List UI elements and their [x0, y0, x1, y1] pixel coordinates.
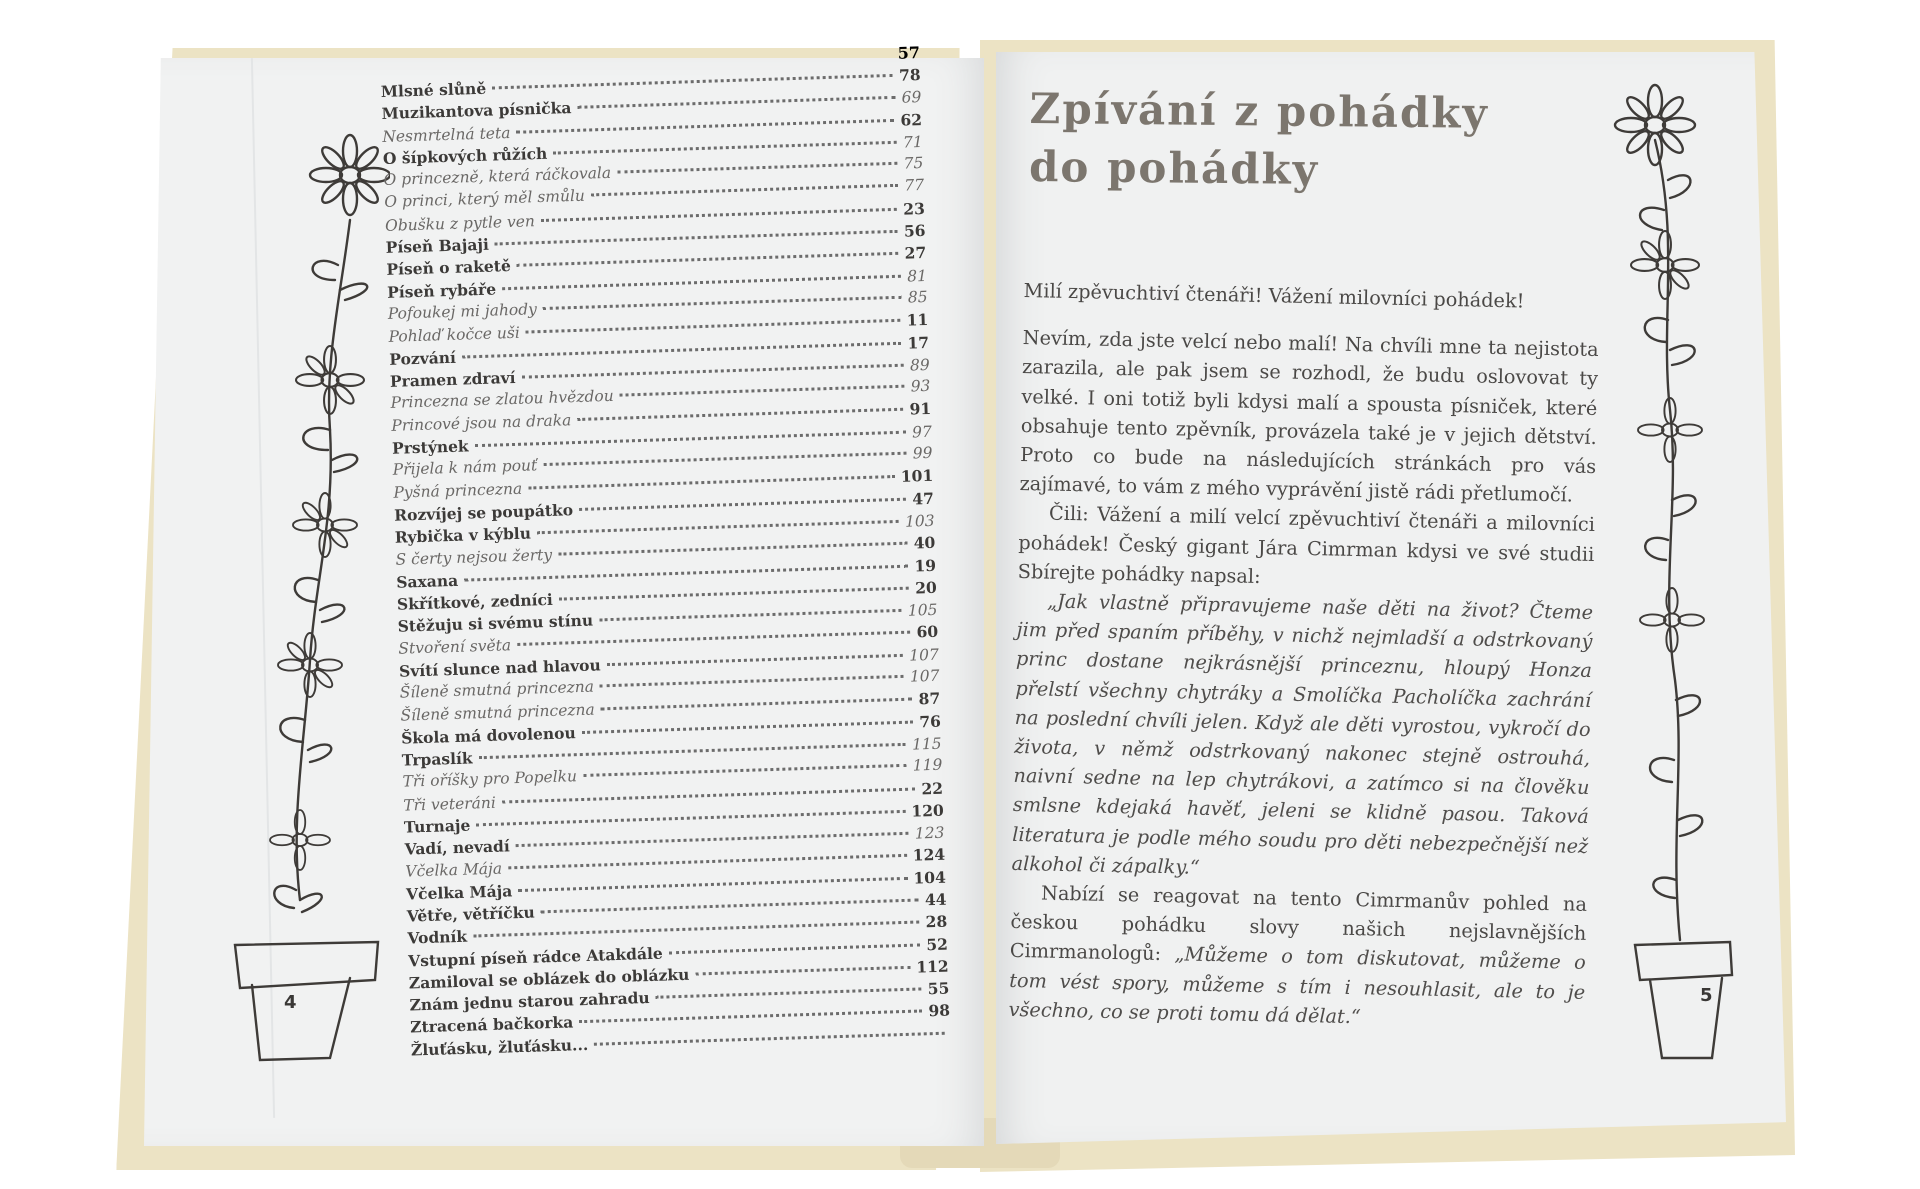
- toc-entry-title: Píseň o raketě: [386, 256, 512, 280]
- toc-leader-dots: [526, 319, 901, 334]
- toc-entry-title: Včelka Mája: [405, 859, 503, 881]
- toc-leader-dots: [583, 764, 907, 777]
- toc-leader-dots: [495, 230, 898, 246]
- cimrman-quote-text: „Jak vlastně připravujeme naše děti na život? Čteme jim před spaním příběhy, v nichž nejmladší a odstrkovaný princ dostane nejkrásnější princeznu, hloupý Honza přelstí všechny chytráky a Smolíčka Pacholíčka zachrání na poslední chvíli jelen. Když ale děti vyrostou, vykročí do života, v němž odstrkovaný nakonec stejně ostrouhá, naivní sedne na lep chytrákovi, a zatímco si na člověku smlsne kdejaká havěť, jeleni se klidně pasou. Taková literatura je podle mého soudu pro děti nebezpečnější než alkohol či zápalky.“: [1011, 589, 1594, 879]
- toc-leader-dots: [543, 452, 907, 466]
- toc-leader-dots: [695, 966, 910, 976]
- toc-entry-title: Pozvání: [388, 347, 457, 369]
- toc-entry-page: 17: [907, 332, 930, 353]
- chapter-title-line-2: do pohádky: [1028, 141, 1320, 195]
- toc-entry-title: Saxana: [395, 570, 459, 592]
- toc-entry-title: Skřítkové, zedníci: [396, 589, 554, 614]
- toc-entry-page: 23: [902, 198, 926, 219]
- toc-entry-title: Pramen zdraví: [389, 367, 516, 391]
- toc-entry-title: Mlsné slůně: [380, 78, 487, 101]
- paragraph-3: [1008, 878, 1587, 1036]
- toc-entry-title: Obušku z pytle ven: [384, 211, 536, 235]
- toc-leader-dots: [528, 475, 895, 490]
- toc-leader-dots: [516, 118, 894, 133]
- toc-entry-page: 105: [907, 600, 938, 620]
- toc-entry-title: Muzikantova písnička: [381, 98, 572, 124]
- toc-entry-page: 27: [904, 243, 927, 263]
- toc-leader-dots: [599, 609, 902, 622]
- toc-leader-dots: [553, 141, 897, 155]
- toc-entry-page: 124: [912, 845, 946, 866]
- toc-leader-dots: [601, 698, 913, 711]
- toc-entry-title: Znám jednu starou zahradu: [409, 988, 650, 1015]
- toc-entry-page: 112: [915, 956, 949, 977]
- paragraph-2: Čili: Vážení a milí velcí zpěvuchtiví čtenáři a milovníci pohádek! Český gigant Jára Cimrman kdysi ve své studii Sbírejte pohádky napsal:: [1017, 502, 1596, 588]
- toc-leader-dots: [516, 832, 909, 847]
- chapter-title: [1029, 80, 1590, 202]
- toc-entry-title: Větře, větříčku: [406, 902, 535, 926]
- toc-entry-title: Škola má dovolenou: [400, 722, 576, 748]
- toc-leader-dots: [591, 184, 899, 197]
- toc-leader-dots: [594, 1032, 945, 1046]
- toc-entry-title: Pofoukej mi jahody: [387, 300, 538, 323]
- toc-entry-title: Vstupní píseň rádce Atakdále: [407, 943, 663, 971]
- toc-leader-dots: [559, 586, 909, 600]
- toc-entry-page: 19: [914, 555, 937, 575]
- toc-entry-title: Trpaslík: [401, 748, 473, 770]
- toc-leader-dots: [518, 877, 907, 892]
- toc-entry-page: 75: [903, 154, 924, 173]
- toc-entry-page: 44: [924, 889, 947, 910]
- toc-entry-page: 101: [900, 466, 934, 487]
- toc-entry-title: Šíleně smutná princezna: [400, 700, 596, 725]
- toc-entry-title: Svítí slunce nad hlavou: [398, 655, 602, 681]
- toc-leader-dots: [476, 810, 905, 826]
- toc-entry-page: 40: [913, 533, 936, 553]
- toc-entry-page: 91: [909, 399, 932, 419]
- toc-entry-title: O princezně, která ráčkovala: [383, 163, 612, 190]
- toc-leader-dots: [656, 988, 922, 999]
- toc-entry-title: Rozvíjej se poupátko: [393, 499, 574, 525]
- toc-entry-title: Prstýnek: [391, 436, 469, 458]
- toc-leader-dots: [502, 274, 901, 290]
- toc-leader-dots: [617, 162, 898, 174]
- toc-entry-page: 52: [926, 934, 949, 954]
- toc-entry-page: 115: [911, 734, 942, 754]
- flower-vine-right-illustration: [1600, 80, 1750, 1060]
- toc-leader-dots: [577, 408, 903, 421]
- toc-leader-dots: [478, 743, 906, 759]
- toc-entry-page: 11: [906, 310, 929, 330]
- toc-entry-title: Nesmrtelná teta: [381, 123, 511, 146]
- toc-leader-dots: [577, 96, 895, 109]
- toc-entry-page: 62: [900, 109, 923, 130]
- toc-entry-page: 77: [904, 176, 925, 196]
- toc-entry-title: Princezna se zlatou hvězdou: [390, 386, 614, 412]
- toc-leader-dots: [517, 631, 911, 646]
- toc-entry-page: 56: [903, 221, 926, 241]
- cimrmanologist-quote: „Můžeme o tom diskutovat, můžeme o tom vést spory, můžeme s tím i nesouhlasit, ale to je všechno, co se proti tomu dá dělat.“: [1008, 942, 1586, 1029]
- toc-entry-title: Zamiloval se oblázek do oblázku: [408, 964, 690, 993]
- toc-entry-title: O princi, který měl smůlu: [384, 187, 586, 212]
- chapter-body: [1008, 276, 1600, 1036]
- toc-entry-page: 78: [898, 65, 921, 85]
- toc-leader-dots: [620, 385, 905, 397]
- paragraph-1: Nevím, zda jste velcí nebo malí! Na chvíli mne ta nejistota zarazila, ale pak jsem se rozhodl, že budu oslovovat ty velké. I oni totiž byli kdysi malí a spousta písniček, které obsahuje tento zpěvník, provázela také je v jejich dětství. Proto co bude na následujících stránkách pro vás zajímavé, to vám z mého vyprávění jistě rádi přetlumočí.: [1019, 326, 1599, 507]
- flower-vine-left-illustration: [230, 100, 390, 1080]
- toc-entry-title: Šíleně smutná princezna: [399, 677, 595, 702]
- toc-leader-dots: [558, 542, 908, 556]
- toc-overflow-page-number: 57: [897, 43, 921, 63]
- toc-leader-dots: [669, 943, 921, 954]
- toc-leader-dots: [543, 296, 902, 310]
- toc-entry-title: Žluťásku, žluťásku...: [410, 1034, 589, 1060]
- toc-leader-dots: [582, 720, 914, 733]
- toc-entry-title: Pyšná princezna: [393, 480, 523, 503]
- greeting: Milí zpěvuchtiví čtenáři! Vážení milovníci pohádek!: [1023, 278, 1525, 313]
- toc-entry-title: Včelka Mája: [405, 880, 513, 904]
- toc-entry-page: 20: [914, 577, 938, 598]
- toc-entry-title: Přijela k nám pouť: [392, 456, 538, 479]
- toc-leader-dots: [537, 520, 899, 534]
- toc-leader-dots: [541, 898, 919, 913]
- toc-entry-title: Píseň Bajaji: [385, 234, 490, 257]
- toc-entry-page: 22: [921, 778, 944, 798]
- toc-entry-page: 107: [908, 645, 940, 665]
- paragraph-3-lead: Nabízí se reagovat na tento Cimrmanův pohled na českou pohádku slovy našich nejslavnějších Cimrmanologů:: [1009, 881, 1588, 966]
- toc-entry-title: Rybička v kýblu: [394, 523, 532, 547]
- toc-entry-page: 69: [901, 88, 922, 107]
- toc-leader-dots: [521, 364, 904, 379]
- toc-entry-page: 98: [928, 1001, 951, 1021]
- toc-entry-title: Píseň rybáře: [386, 279, 497, 302]
- toc-entry-title: Ztracená bačkorka: [409, 1012, 574, 1037]
- toc-entry-title: Princové jsou na draka: [391, 411, 572, 436]
- toc-entry-page: 55: [927, 978, 950, 999]
- toc-entry-title: Vodník: [407, 926, 468, 948]
- cimrman-quote: [1011, 586, 1593, 890]
- toc-entry-page: 89: [909, 355, 931, 375]
- toc-leader-dots: [517, 252, 899, 267]
- toc-entry-title: Tři veteráni: [403, 793, 497, 815]
- toc-entry-page: 120: [911, 800, 945, 821]
- toc-entry-page: 85: [907, 287, 928, 307]
- toc-entry-page: 87: [918, 689, 941, 709]
- toc-entry-page: 81: [906, 266, 928, 286]
- toc-entry-page: 47: [912, 488, 935, 509]
- toc-entry-page: 104: [913, 867, 947, 888]
- toc-entry-page: 97: [911, 422, 933, 442]
- toc-entry-page: 103: [904, 511, 935, 531]
- toc-entry-title: Stvoření světa: [398, 636, 512, 659]
- toc-entry-title: Stěžuju si svému stínu: [397, 610, 594, 636]
- toc-entry-title: O šípkových růžích: [382, 143, 548, 168]
- toc-leader-dots: [579, 1010, 922, 1024]
- toc-leader-dots: [508, 854, 907, 870]
- toc-leader-dots: [600, 675, 904, 688]
- chapter-title-line-1: Zpívání z pohádky: [1029, 83, 1490, 138]
- toc-entry-page: 60: [916, 622, 939, 642]
- toc-entry-page: 71: [902, 132, 923, 152]
- toc-entry-title: Pohlaď kočce uši: [388, 324, 521, 347]
- page-number-right: 5: [1700, 985, 1713, 1006]
- toc-leader-dots: [541, 208, 897, 222]
- toc-leader-dots: [607, 654, 904, 666]
- toc-leader-dots: [492, 74, 893, 90]
- toc-entry-page: 119: [912, 755, 943, 775]
- toc-leader-dots: [579, 497, 906, 510]
- toc-entry-title: Tři oříšky pro Popelku: [402, 767, 578, 791]
- toc-entry-title: Vadí, nevadí: [404, 836, 511, 859]
- toc-entry-page: 99: [912, 443, 933, 463]
- toc-entry-page: 93: [910, 377, 931, 396]
- toc-entry-title: S čerty nejsou žerty: [395, 546, 553, 569]
- toc-entry-page: 107: [909, 666, 940, 686]
- toc-entry-page: 76: [919, 711, 942, 731]
- toc-leader-dots: [502, 787, 916, 803]
- page-number-left: 4: [284, 992, 297, 1013]
- toc-entry-page: 123: [914, 823, 945, 843]
- toc-entry-title: Turnaje: [403, 815, 471, 837]
- toc-list: [381, 65, 952, 1063]
- toc-entry-page: 28: [925, 911, 948, 932]
- table-of-contents: [380, 43, 951, 1063]
